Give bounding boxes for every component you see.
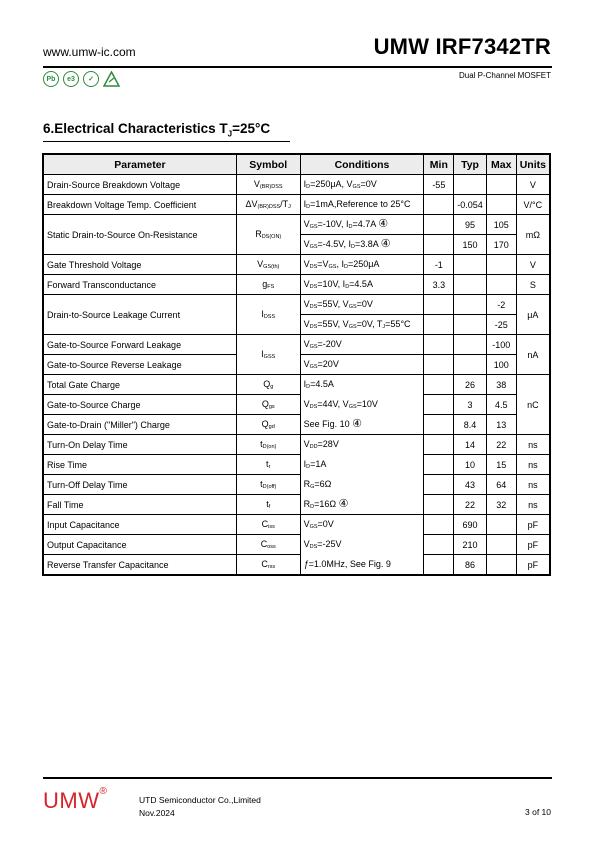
max-cell xyxy=(486,555,516,575)
website-url: www.umw-ic.com xyxy=(43,45,136,59)
min-cell xyxy=(424,435,454,455)
table-row xyxy=(44,455,550,475)
unit-cell: μA xyxy=(516,295,549,335)
param-cell: Gate-to-Source Charge xyxy=(44,395,237,415)
typ-cell: 3 xyxy=(454,395,487,415)
unit-cell: nC xyxy=(516,375,549,435)
condition-cell: VDS=-25V xyxy=(300,535,424,555)
umw-logo: UMW® xyxy=(43,786,108,813)
condition-cell: VGS=-4.5V, ID=3.8A ④ xyxy=(300,235,424,255)
table-row xyxy=(44,515,550,535)
min-cell xyxy=(424,455,454,475)
min-cell xyxy=(424,215,454,235)
electrical-characteristics-table xyxy=(43,154,550,575)
unit-cell: ns xyxy=(516,455,549,475)
max-cell: -25 xyxy=(486,315,516,335)
param-cell: Breakdown Voltage Temp. Coefficient xyxy=(44,195,237,215)
max-cell: -100 xyxy=(486,335,516,355)
symbol-cell: ΔV(BR)DSS/TJ xyxy=(236,195,300,215)
param-cell: Rise Time xyxy=(44,455,237,475)
min-cell xyxy=(424,475,454,495)
typ-cell: 150 xyxy=(454,235,487,255)
section-title: 6.Electrical Characteristics $T_J=25^\circ C$ xyxy=(43,121,271,139)
param-cell: Reverse Transfer Capacitance xyxy=(44,555,237,575)
symbol-cell: Crss xyxy=(236,555,300,575)
param-cell: Drain-Source Breakdown Voltage xyxy=(44,175,237,195)
max-cell: 170 xyxy=(486,235,516,255)
header-cell: Max xyxy=(486,155,516,175)
typ-cell: 26 xyxy=(454,375,487,395)
e3-icon: e3 xyxy=(63,71,79,87)
min-cell xyxy=(424,375,454,395)
table-row xyxy=(44,475,550,495)
header-cell: Min xyxy=(424,155,454,175)
table-row xyxy=(44,335,550,355)
min-cell xyxy=(424,515,454,535)
typ-cell xyxy=(454,275,487,295)
param-cell: Turn-Off Delay Time xyxy=(44,475,237,495)
condition-cell: VDS=55V, VGS=0V, TJ=55°C xyxy=(300,315,424,335)
symbol-cell: tr xyxy=(236,455,300,475)
table-row xyxy=(44,215,550,235)
unit-cell: ns xyxy=(516,495,549,515)
param-cell: Turn-On Delay Time xyxy=(44,435,237,455)
symbol-cell: RDS(ON) xyxy=(236,215,300,255)
header-divider xyxy=(43,66,552,68)
symbol-cell: tD(on) xyxy=(236,435,300,455)
pb-free-icon: Pb xyxy=(43,71,59,87)
min-cell xyxy=(424,535,454,555)
unit-cell: V xyxy=(516,255,549,275)
table-row xyxy=(44,275,550,295)
typ-cell xyxy=(454,295,487,315)
param-cell: Static Drain-to-Source On-Resistance xyxy=(44,215,237,255)
condition-cell: VDS=44V, VGS=10V xyxy=(300,395,424,415)
param-cell: Fall Time xyxy=(44,495,237,515)
table-header-row xyxy=(44,155,550,175)
typ-cell xyxy=(454,255,487,275)
max-cell: 13 xyxy=(486,415,516,435)
min-cell xyxy=(424,495,454,515)
symbol-cell: Qgd xyxy=(236,415,300,435)
min-cell xyxy=(424,295,454,315)
param-cell: Gate-to-Source Reverse Leakage xyxy=(44,355,237,375)
symbol-cell: VGS(th) xyxy=(236,255,300,275)
max-cell xyxy=(486,515,516,535)
table-row xyxy=(44,255,550,275)
unit-cell: pF xyxy=(516,515,549,535)
table-row xyxy=(44,395,550,415)
typ-cell xyxy=(454,355,487,375)
table-row xyxy=(44,535,550,555)
typ-cell: 43 xyxy=(454,475,487,495)
condition-cell: RG=6Ω xyxy=(300,475,424,495)
unit-cell: V xyxy=(516,175,549,195)
typ-cell: 95 xyxy=(454,215,487,235)
param-cell: Output Capacitance xyxy=(44,535,237,555)
condition-cell: VGS=20V xyxy=(300,355,424,375)
condition-cell: VGS=-10V, ID=4.7A ④ xyxy=(300,215,424,235)
table-row xyxy=(44,555,550,575)
condition-cell: VDS=55V, VGS=0V xyxy=(300,295,424,315)
header-cell: Units xyxy=(516,155,549,175)
condition-cell: VGS=0V xyxy=(300,515,424,535)
min-cell xyxy=(424,315,454,335)
unit-cell: mΩ xyxy=(516,215,549,255)
condition-cell: VDS=VGS, ID=250μA xyxy=(300,255,424,275)
symbol-cell: Ciss xyxy=(236,515,300,535)
param-cell: Gate-to-Source Forward Leakage xyxy=(44,335,237,355)
typ-cell xyxy=(454,315,487,335)
typ-cell: 210 xyxy=(454,535,487,555)
table-row xyxy=(44,175,550,195)
min-cell: -55 xyxy=(424,175,454,195)
header-cell: Symbol xyxy=(236,155,300,175)
symbol-cell: V(BR)DSS xyxy=(236,175,300,195)
header-cell: Conditions xyxy=(300,155,424,175)
min-cell xyxy=(424,195,454,215)
max-cell: 105 xyxy=(486,215,516,235)
unit-cell: ns xyxy=(516,475,549,495)
max-cell: 4.5 xyxy=(486,395,516,415)
max-cell xyxy=(486,175,516,195)
symbol-cell: Coss xyxy=(236,535,300,555)
unit-cell: V/°C xyxy=(516,195,549,215)
min-cell: -1 xyxy=(424,255,454,275)
typ-cell: -0.054 xyxy=(454,195,487,215)
max-cell: 64 xyxy=(486,475,516,495)
max-cell: 38 xyxy=(486,375,516,395)
min-cell xyxy=(424,235,454,255)
symbol-cell: IDSS xyxy=(236,295,300,335)
symbol-cell: Qg xyxy=(236,375,300,395)
param-cell: Gate-to-Drain ("Miller") Charge xyxy=(44,415,237,435)
min-cell xyxy=(424,555,454,575)
condition-cell: ƒ=1.0MHz, See Fig. 9 xyxy=(300,555,424,575)
param-cell: Total Gate Charge xyxy=(44,375,237,395)
company-name: UTD Semiconductor Co.,Limited xyxy=(139,795,261,805)
min-cell xyxy=(424,355,454,375)
unit-cell: pF xyxy=(516,555,549,575)
condition-cell: VDD=28V xyxy=(300,435,424,455)
param-cell: Forward Transconductance xyxy=(44,275,237,295)
document-date: Nov.2024 xyxy=(139,808,175,818)
max-cell: 22 xyxy=(486,435,516,455)
section-underline xyxy=(43,141,290,142)
compliance-icons xyxy=(43,71,120,87)
footer-company xyxy=(139,794,261,820)
typ-cell: 8.4 xyxy=(454,415,487,435)
document-title: UMW IRF7342TR xyxy=(373,34,551,59)
unit-cell: ns xyxy=(516,435,549,455)
typ-cell: 690 xyxy=(454,515,487,535)
min-cell xyxy=(424,335,454,355)
typ-cell: 10 xyxy=(454,455,487,475)
symbol-cell: Qgs xyxy=(236,395,300,415)
table-row xyxy=(44,195,550,215)
table-row xyxy=(44,295,550,315)
condition-cell: See Fig. 10 ④ xyxy=(300,415,424,435)
esd-warning-icon xyxy=(103,71,120,87)
max-cell xyxy=(486,195,516,215)
max-cell xyxy=(486,275,516,295)
max-cell xyxy=(486,535,516,555)
page-number: 3 of 10 xyxy=(525,807,551,817)
typ-cell: 22 xyxy=(454,495,487,515)
table-row xyxy=(44,415,550,435)
document-subtitle: Dual P-Channel MOSFET xyxy=(458,71,551,80)
condition-cell: ID=4.5A xyxy=(300,375,424,395)
param-cell: Input Capacitance xyxy=(44,515,237,535)
table-row xyxy=(44,375,550,395)
symbol-cell: gFS xyxy=(236,275,300,295)
symbol-cell: tD(off) xyxy=(236,475,300,495)
unit-cell: pF xyxy=(516,535,549,555)
condition-cell: ID=250μA, VGS=0V xyxy=(300,175,424,195)
rohs-icon: ✓ xyxy=(83,71,99,87)
param-cell: Gate Threshold Voltage xyxy=(44,255,237,275)
max-cell: 32 xyxy=(486,495,516,515)
condition-cell: VGS=-20V xyxy=(300,335,424,355)
header-cell: Typ xyxy=(454,155,487,175)
typ-cell: 14 xyxy=(454,435,487,455)
table-row xyxy=(44,495,550,515)
condition-cell: RD=16Ω ④ xyxy=(300,495,424,515)
typ-cell xyxy=(454,175,487,195)
max-cell: 100 xyxy=(486,355,516,375)
symbol-cell: IGSS xyxy=(236,335,300,375)
symbol-cell: tf xyxy=(236,495,300,515)
unit-cell: nA xyxy=(516,335,549,375)
min-cell xyxy=(424,395,454,415)
header-cell: Parameter xyxy=(44,155,237,175)
typ-cell: 86 xyxy=(454,555,487,575)
max-cell: 15 xyxy=(486,455,516,475)
param-cell: Drain-to-Source Leakage Current xyxy=(44,295,237,335)
typ-cell xyxy=(454,335,487,355)
max-cell: -2 xyxy=(486,295,516,315)
table-row xyxy=(44,435,550,455)
condition-cell: VDS=10V, ID=4.5A xyxy=(300,275,424,295)
condition-cell: ID=1mA,Reference to 25°C xyxy=(300,195,424,215)
max-cell xyxy=(486,255,516,275)
min-cell xyxy=(424,415,454,435)
unit-cell: S xyxy=(516,275,549,295)
min-cell: 3.3 xyxy=(424,275,454,295)
condition-cell: ID=1A xyxy=(300,455,424,475)
footer-divider xyxy=(43,777,552,779)
